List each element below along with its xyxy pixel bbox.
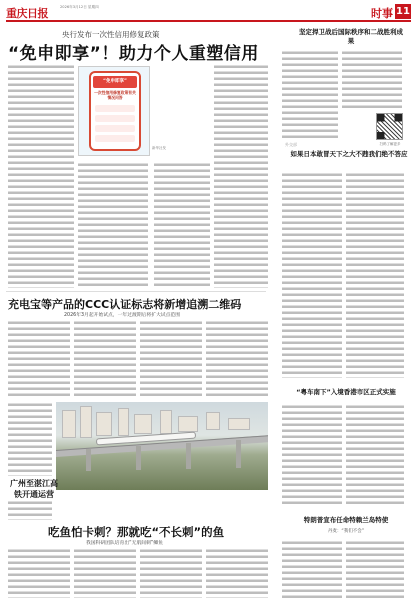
dateline: 2026年3月12日 星期四 <box>60 5 99 9</box>
qr-code[interactable] <box>376 113 403 140</box>
figure-caption: 新华社发 <box>152 146 166 150</box>
phone-illustration <box>89 71 141 151</box>
infographic-item <box>95 115 135 122</box>
right-headline-1: 坚定捍卫战后国际秩序和二战胜利成果 <box>299 28 403 45</box>
newspaper-logo: 重庆日报 <box>6 7 48 20</box>
infographic-item <box>95 125 135 132</box>
infographic-title: 一次性信用修复政策有关情况问答 <box>94 90 136 100</box>
building <box>160 410 172 434</box>
building <box>96 412 112 436</box>
section-name: 时事 <box>371 7 393 20</box>
infographic-item <box>95 105 135 112</box>
lead-body-col2 <box>78 162 148 288</box>
fish-subtitle: 我国科研团队培育出“无肌间刺”鲫鱼 <box>86 541 163 546</box>
guangzhou-headline: 广州至湛江高铁开通运营 <box>10 479 58 499</box>
infographic-item <box>95 135 135 142</box>
right-body-4a <box>282 540 342 598</box>
ccc-body-col2 <box>74 320 136 398</box>
viaduct-pier <box>136 446 141 470</box>
right-body-2a <box>282 172 342 378</box>
building <box>80 406 92 438</box>
building <box>178 416 198 432</box>
masthead <box>6 4 411 22</box>
guangzhou-body-lower <box>8 500 52 520</box>
right-body-1a <box>282 50 338 140</box>
fish-body-col4 <box>206 548 268 598</box>
page-number: 11 <box>396 6 410 17</box>
lead-body-col1 <box>8 64 74 288</box>
right-body-3b <box>346 404 404 504</box>
ccc-body-col3 <box>140 320 202 398</box>
ccc-body-col1 <box>8 320 70 398</box>
ccc-subtitle: 2026年3月起开始试点，一年过渡期后将扩大试点范围 <box>64 313 180 318</box>
viaduct-pier <box>236 440 241 468</box>
fish-headline: 吃鱼怕卡刺？那就吃“不长刺”的鱼 <box>48 525 225 539</box>
building <box>62 410 76 438</box>
right-footnote: 外交部 <box>285 142 297 147</box>
qr-caption: 扫码了解更多 <box>379 142 401 146</box>
right-subhead-4: 丹麦：“我们不会” <box>327 529 365 534</box>
lead-body-col3 <box>154 162 210 288</box>
fish-body-col3 <box>140 548 202 598</box>
ccc-headline: 充电宝等产品的CCC认证标志将新增追溯二维码 <box>8 298 242 311</box>
building <box>118 408 129 436</box>
right-headline-4: 特朗普宣布任命特赖兰岛特使 <box>303 516 389 524</box>
right-headline-2: 如果日本敢冒天下之大不韪我们绝不答应 <box>290 150 408 158</box>
right-body-3a <box>282 404 342 504</box>
lead-body-col4 <box>214 64 268 288</box>
viaduct-pier <box>86 449 91 471</box>
guangzhou-body <box>8 402 52 476</box>
infographic-figure <box>78 66 150 156</box>
lead-kicker: 央行发布一次性信用修复政策 <box>62 30 160 39</box>
fish-body-col2 <box>74 548 136 598</box>
right-headline-3: “粤车南下”入境香港市区正式实施 <box>296 388 396 396</box>
right-body-2b <box>346 172 404 378</box>
building <box>228 418 250 430</box>
right-body-4b <box>346 540 404 598</box>
section-divider <box>6 291 266 292</box>
ccc-body-col4 <box>206 320 268 398</box>
fish-body-col1 <box>8 548 70 598</box>
railway-photo <box>56 402 268 490</box>
building <box>134 414 152 434</box>
building <box>206 412 220 430</box>
infographic-banner: “免申即享” <box>93 76 137 88</box>
right-body-1b <box>342 50 402 110</box>
viaduct-pier <box>186 443 191 469</box>
lead-headline: “免申即享”！助力个人重塑信用 <box>8 44 259 64</box>
